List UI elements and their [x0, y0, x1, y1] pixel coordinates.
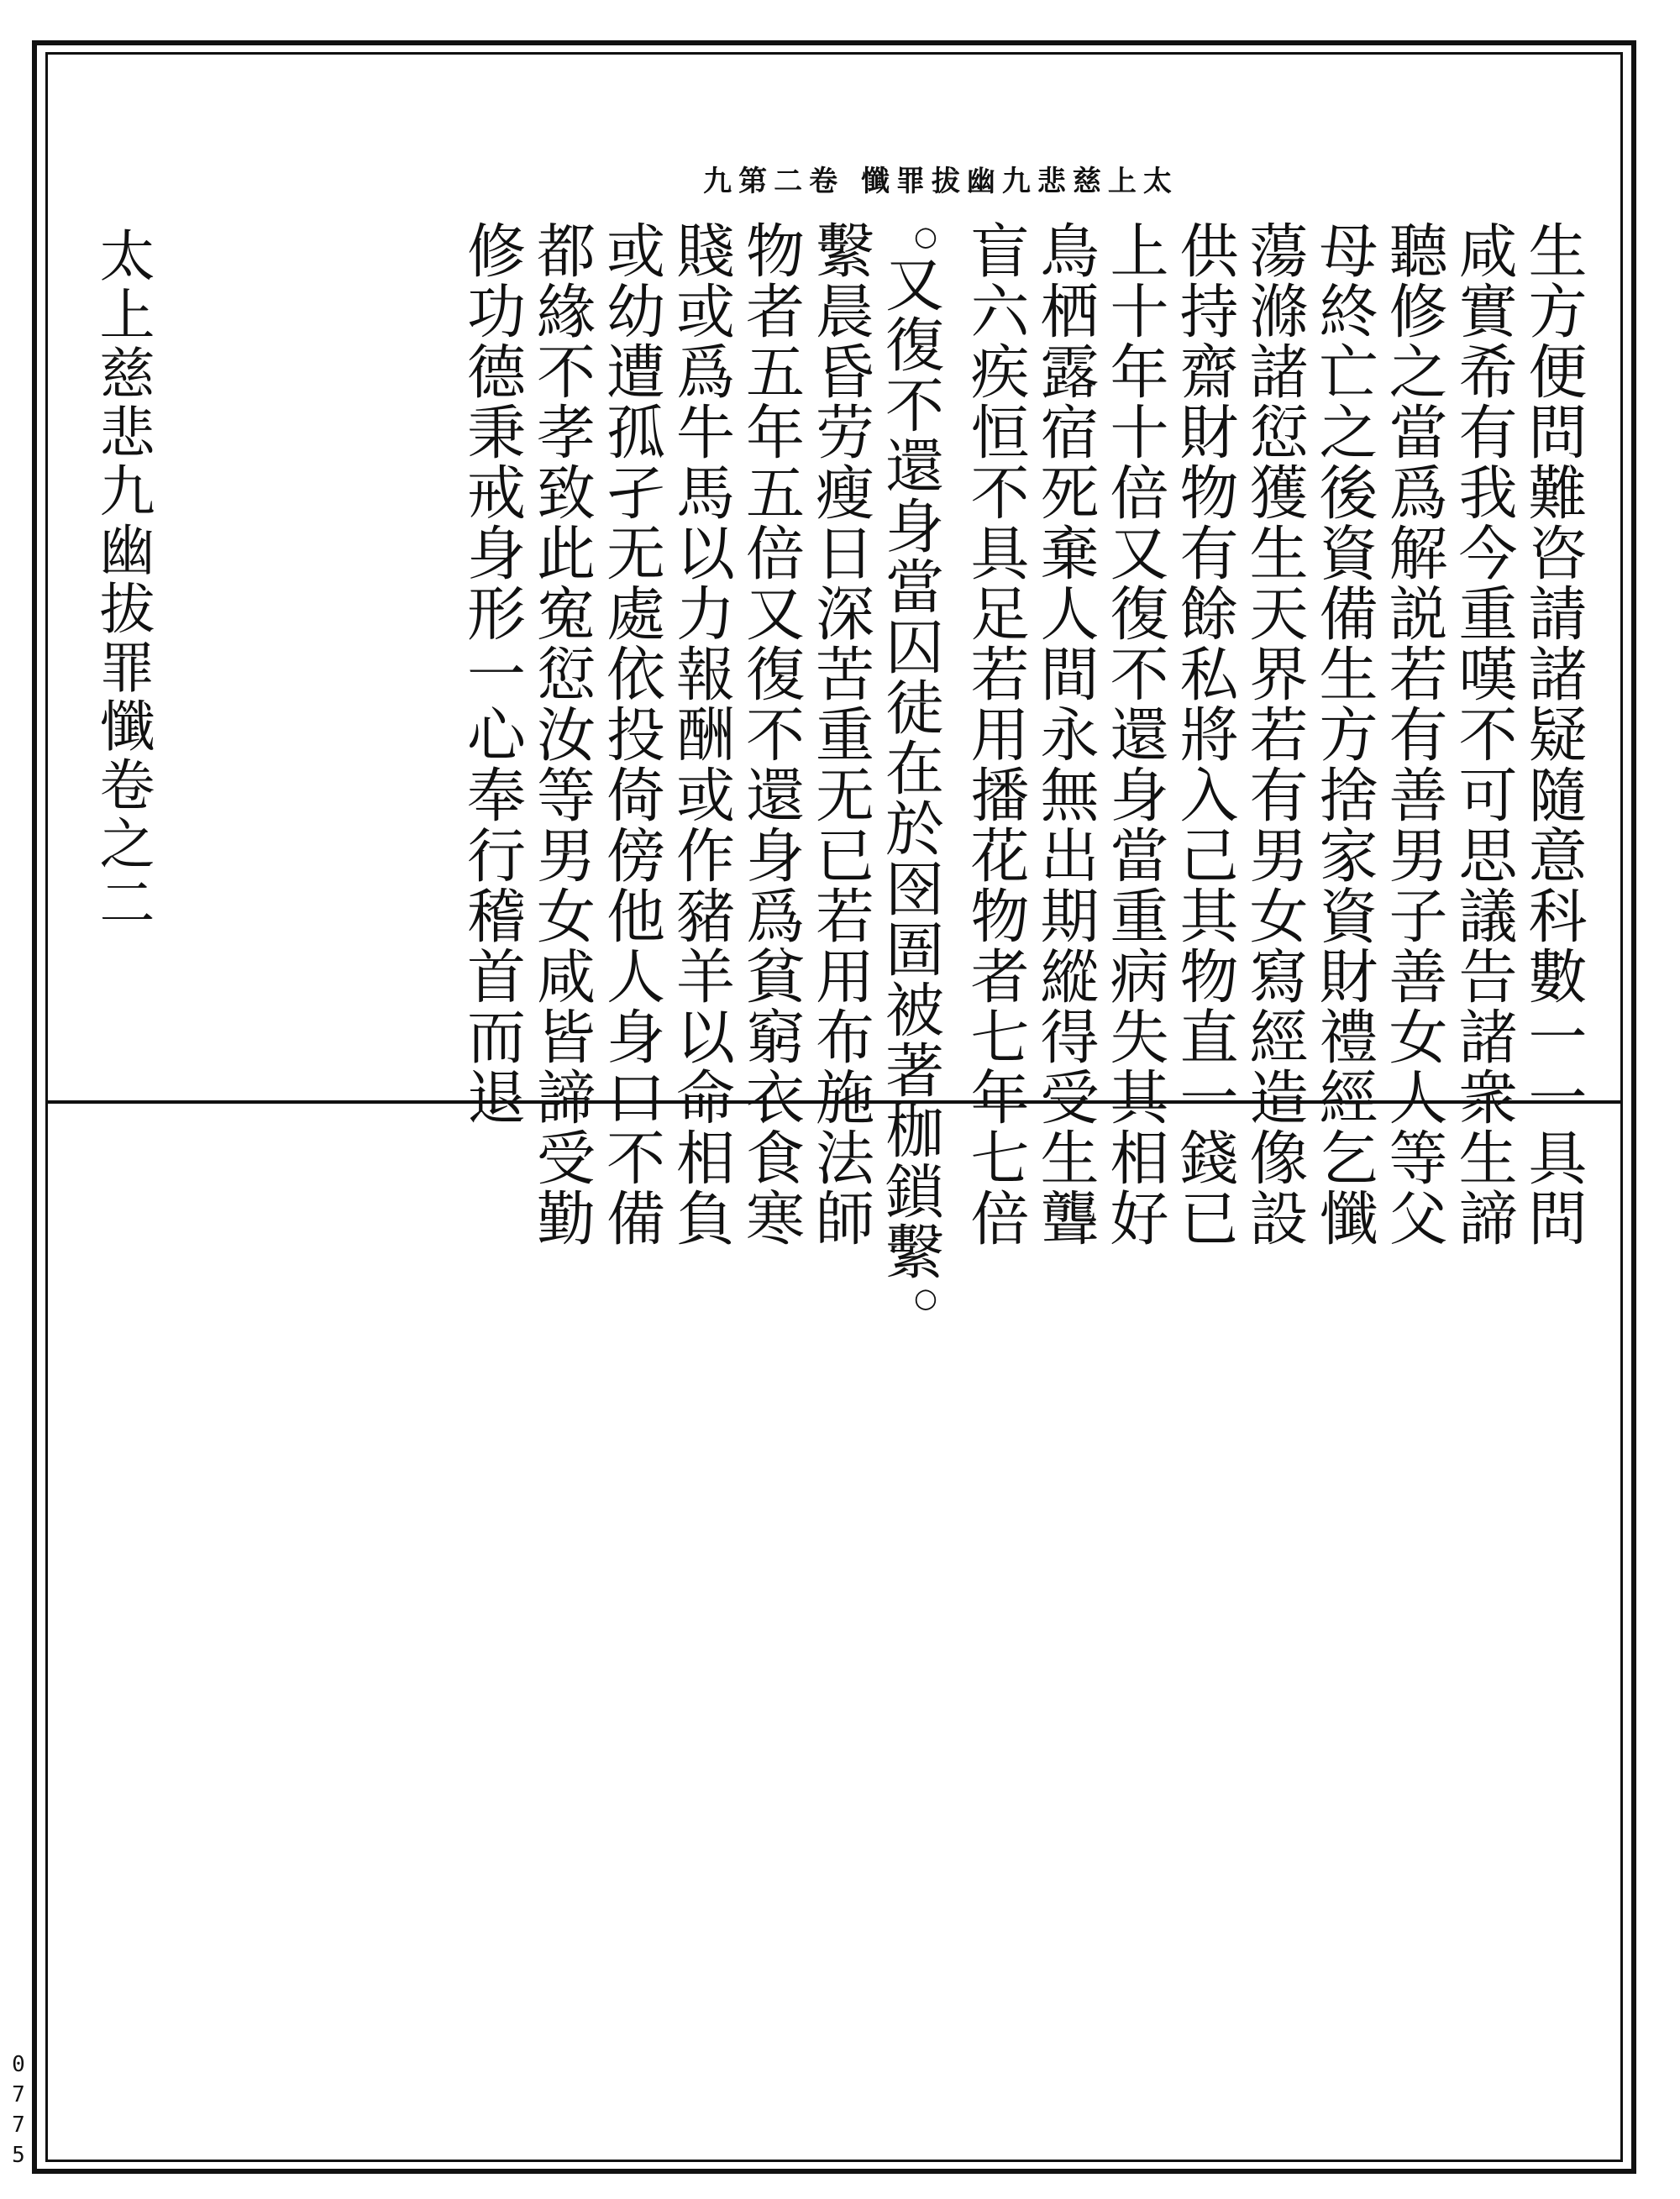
text-column: 蕩滌諸愆獲生天界若有男女寫經造像設: [1240, 220, 1309, 1248]
text-column: 上十年十倍又復不還身當重病失其相好: [1100, 220, 1169, 1248]
page-number-digit: 0: [12, 2052, 25, 2077]
punctuation-circle: ○: [910, 220, 942, 254]
page-number: [10, 2049, 27, 2170]
text-column: 供持齋財物有餘私將入己其物直一錢已: [1170, 220, 1239, 1248]
text-column: 物者五年五倍又復不還身爲貧窮衣食寒: [736, 220, 806, 1248]
text-column: 聽修之當爲解説若有善男子善女人等父: [1379, 220, 1448, 1248]
text-column-body: 又復不還身當囚徒在於囹圄被著枷鎖繫: [875, 254, 945, 1282]
page-number-digit: 7: [12, 2082, 25, 2107]
text-column: 都緣不孝致此寃愆汝等男女咸皆諦受勤: [527, 220, 596, 1248]
punctuation-circle: ○: [910, 1282, 942, 1315]
text-column: 母終亡之後資備生方捨家資財禮經乞懺: [1310, 220, 1378, 1248]
text-column: 咸實希有我今重嘆不可思議告諸衆生諦: [1449, 220, 1518, 1248]
text-column: 生方便問難咨請諸疑隨意科數一一具問: [1519, 220, 1588, 1248]
text-column: 鳥栖露宿死棄人間永無出期縱得受生聾: [1031, 220, 1100, 1248]
scroll-title: 太上慈悲九幽拔罪懺卷之二: [90, 227, 155, 932]
main-text: [457, 220, 1588, 1315]
text-column: 或幼遭孤孑无處依投倚傍他人身口不備: [596, 220, 666, 1248]
text-column: 修功德秉戒身形一心奉行稽首而退: [457, 220, 527, 1127]
running-head: 太上慈悲九幽拔罪懺 卷二第九: [703, 165, 1179, 198]
text-column: 賤或爲牛馬以力報酬或作豬羊以命相負: [666, 220, 736, 1248]
text-column: 繫晨昏劳瘦日深苦重无已若用布施法師: [806, 220, 875, 1248]
text-column: [875, 220, 961, 1315]
text-column: 盲六疾恒不具足若用播花物者七年七倍: [961, 220, 1030, 1248]
page-number-digit: 5: [12, 2143, 25, 2168]
page-number-digit: 7: [12, 2112, 25, 2138]
